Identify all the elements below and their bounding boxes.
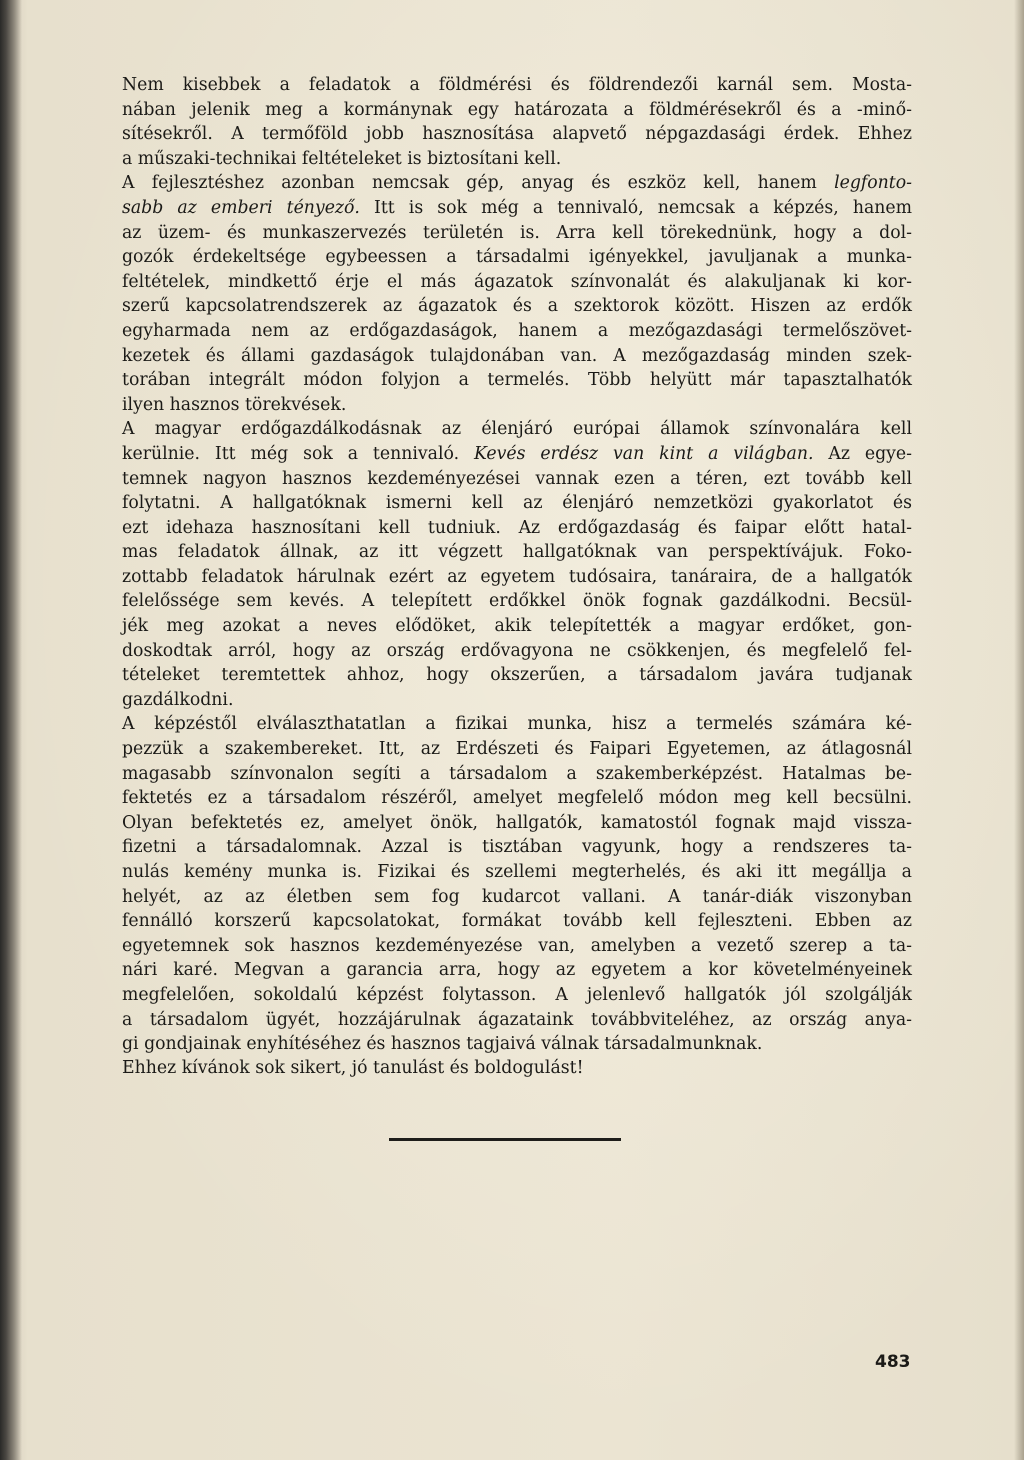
text-line: Olyan befektetés ez, amelyet önök, hallgatók, kamatostól fognak majd vissza- bbox=[122, 812, 912, 833]
text-line: sítésekről. A termőföld jobb hasznosítása alapvető népgazdasági érdek. Ehhez bbox=[122, 124, 912, 145]
text-line: fennálló korszerű kapcsolatokat, formákat tovább kell fejleszteni. Ebben az bbox=[122, 911, 912, 932]
text-line: kezetek és állami gazdaságok tulajdonában van. A mezőgazdaság minden szek- bbox=[122, 345, 912, 366]
text-line: doskodtak arról, hogy az ország erdővagyona ne csökkenjen, és megfelelő fel- bbox=[122, 640, 912, 661]
text-line: mas feladatok állnak, az itt végzett hallgatóknak van perspektívájuk. Foko- bbox=[122, 542, 912, 563]
text-line: feltételek, mindkettő érje el más ágazatok színvonalát és alakuljanak ki kor- bbox=[122, 271, 912, 292]
text-line: fektetés ez a társadalom részéről, amelyet megfelelő módon meg kell becsülni. bbox=[122, 788, 912, 809]
text-line: szerű kapcsolatrendszerek az ágazatok és a szektorok között. Hiszen az erdők bbox=[122, 296, 912, 317]
text-line: a társadalom ügyét, hozzájárulnak ágazataink továbbviteléhez, az ország anya- bbox=[122, 1009, 912, 1030]
page-number: 483 bbox=[875, 1352, 911, 1372]
text-line: ezt idehaza hasznosítani kell tudniuk. Az erdőgazdaság és faipar előtt hatal- bbox=[122, 517, 912, 538]
text-line: helyét, az az életben sem fog kudarcot vallani. A tanár-diák viszonyban bbox=[122, 886, 912, 907]
book-binding-shadow bbox=[0, 0, 22, 1460]
section-end-rule bbox=[389, 1138, 621, 1141]
italic-emphasis: legfonto- bbox=[834, 173, 912, 194]
text-line: jék meg azokat a neves elődöket, akik telepítették a magyar erdőket, gon- bbox=[122, 616, 912, 637]
text-line: gozók érdekeltsége egybeessen a társadalmi igényekkel, javuljanak a munka- bbox=[122, 247, 912, 268]
text-line: nulás kemény munka is. Fizikai és szellemi megterhelés, és aki itt megállja a bbox=[122, 862, 912, 882]
italic-emphasis: sabb az emberi tényező. bbox=[122, 197, 360, 218]
text-line: gazdálkodni. bbox=[122, 689, 234, 710]
text-line: sabb az emberi tényező. Itt is sok még a tennivaló, nemcsak a képzés, hanem bbox=[122, 197, 913, 218]
text-line: zottabb feladatok hárulnak ezért az egyetem tudósaira, tanáraira, de a hallgatók bbox=[122, 566, 912, 587]
text-line: nári karé. Megvan a garancia arra, hogy az egyetem a kor követelményeinek bbox=[122, 960, 912, 981]
text-line: ilyen hasznos törekvések. bbox=[122, 394, 347, 415]
text-line: temnek nagyon hasznos kezdeményezései vannak ezen a téren, ezt tovább kell bbox=[122, 468, 912, 489]
text-line: egyharmada nem az erdőgazdaságok, hanem a mezőgazdasági termelőszövet- bbox=[122, 320, 912, 341]
italic-emphasis: Kevés erdész van kint a világban. bbox=[473, 443, 814, 464]
text-line: A képzéstől elválaszthatatlan a fizikai munka, hisz a termelés számára ké- bbox=[122, 714, 912, 735]
text-line: megfelelően, sokoldalú képzést folytasson. A jelenlevő hallgatók jól szolgálják bbox=[122, 984, 912, 1005]
text-line: egyetemnek sok hasznos kezdeményezése van, amelyben a vezető szerep a ta- bbox=[122, 935, 912, 956]
text-line: gi gondjainak enyhítéséhez és hasznos tagjaivá válnak társadalmunknak. bbox=[122, 1034, 763, 1055]
text-line: folytatni. A hallgatóknak ismerni kell az élenjáró nemzetközi gyakorlatot és bbox=[122, 493, 912, 514]
text-line: nában jelenik meg a kormánynak egy határozata a földmérésekről és a -minő- bbox=[122, 99, 912, 120]
text-line: tételeket teremtettek ahhoz, hogy okszerűen, a társadalom javára tudjanak bbox=[122, 665, 912, 686]
body-text bbox=[122, 73, 912, 1057]
text-line: pezzük a szakembereket. Itt, az Erdészeti és Faipari Egyetemen, az átlagosnál bbox=[122, 739, 912, 760]
text-line: az üzem- és munkaszervezés területén is. Arra kell törekednünk, hogy a dol- bbox=[122, 222, 912, 243]
text-line: kerülnie. Itt még sok a tennivaló. Kevés erdész van kint a világban. Az egye- bbox=[122, 443, 912, 464]
text-line: a műszaki-technikai feltételeket is biztosítani kell. bbox=[122, 148, 562, 169]
text-line: Nem kisebbek a feladatok a földmérési és földrendezői karnál sem. Mosta- bbox=[122, 75, 912, 95]
text-line: fizetni a társadalomnak. Azzal is tisztában vagyunk, hogy a rendszeres ta- bbox=[122, 837, 912, 858]
closing-sentence: Ehhez kívánok sok sikert, jó tanulást és boldogulást! bbox=[122, 1058, 584, 1078]
page-edge bbox=[1014, 0, 1024, 1460]
text-line: torában integrált módon folyjon a termelés. Több helyütt már tapasztalhatók bbox=[122, 370, 912, 391]
text-line: magasabb színvonalon segíti a társadalom a szakemberképzést. Hatalmas be- bbox=[122, 763, 912, 784]
text-line: felelőssége sem kevés. A telepített erdőkkel önök fognak gazdálkodni. Becsül- bbox=[122, 591, 912, 612]
text-line: A fejlesztéshez azonban nemcsak gép, anyag és eszköz kell, hanem legfonto- bbox=[122, 173, 912, 194]
text-line: A magyar erdőgazdálkodásnak az élenjáró európai államok színvonalára kell bbox=[122, 419, 912, 440]
